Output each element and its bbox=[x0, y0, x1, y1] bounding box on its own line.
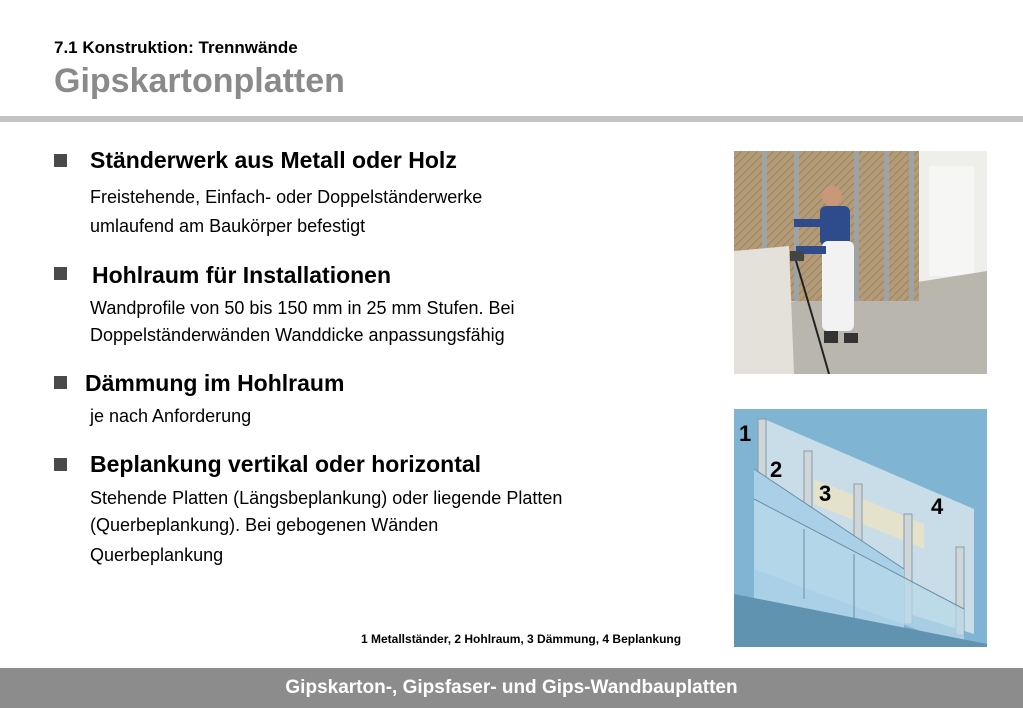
section-text-1a: Freistehende, Einfach- oder Doppelständerwerke bbox=[90, 187, 483, 207]
section-heading-1: Ständerwerk aus Metall oder Holz bbox=[90, 147, 457, 173]
section-text-2a: Wandprofile von 50 bis 150 mm in 25 mm Stufen. Bei bbox=[90, 298, 515, 318]
section-heading-2: Hohlraum für Installationen bbox=[92, 262, 392, 288]
bullet-1 bbox=[54, 154, 67, 167]
section-heading-3: Dämmung im Hohlraum bbox=[85, 370, 345, 396]
wall-diagram bbox=[734, 409, 987, 647]
section-text-4c: Querbeplankung bbox=[90, 545, 224, 565]
footer-bar bbox=[0, 668, 1023, 708]
diagram-label-4: 4 bbox=[931, 494, 944, 519]
diagram-caption: 1 Metallständer, 2 Hohlraum, 3 Dämmung, 4 Beplankung bbox=[361, 632, 682, 646]
diagram-label-2: 2 bbox=[770, 457, 783, 482]
footer-text: Gipskarton-, Gipsfaser- und Gips-Wandbauplatten bbox=[285, 677, 738, 698]
section-text-3a: je nach Anforderung bbox=[90, 406, 252, 426]
section-text-4a: Stehende Platten (Längsbeplankung) oder liegende Platten bbox=[90, 488, 563, 508]
diagram-label-3: 3 bbox=[819, 481, 832, 506]
bullet-2 bbox=[54, 267, 67, 280]
diagram-label-1: 1 bbox=[739, 421, 752, 446]
slide-title: Gipskartonplatten bbox=[54, 62, 345, 100]
header-rule bbox=[0, 116, 1023, 122]
section-text-2b: Doppelständerwänden Wanddicke anpassungsfähig bbox=[90, 325, 505, 345]
worker-photo bbox=[734, 151, 987, 374]
bullet-4 bbox=[54, 458, 67, 471]
slide-subtitle: 7.1 Konstruktion: Trennwände bbox=[54, 38, 298, 57]
bullet-3 bbox=[54, 376, 67, 389]
section-heading-4: Beplankung vertikal oder horizontal bbox=[90, 451, 482, 477]
section-text-4b: (Querbeplankung). Bei gebogenen Wänden bbox=[90, 515, 439, 535]
section-text-1b: umlaufend am Baukörper befestigt bbox=[90, 216, 366, 236]
